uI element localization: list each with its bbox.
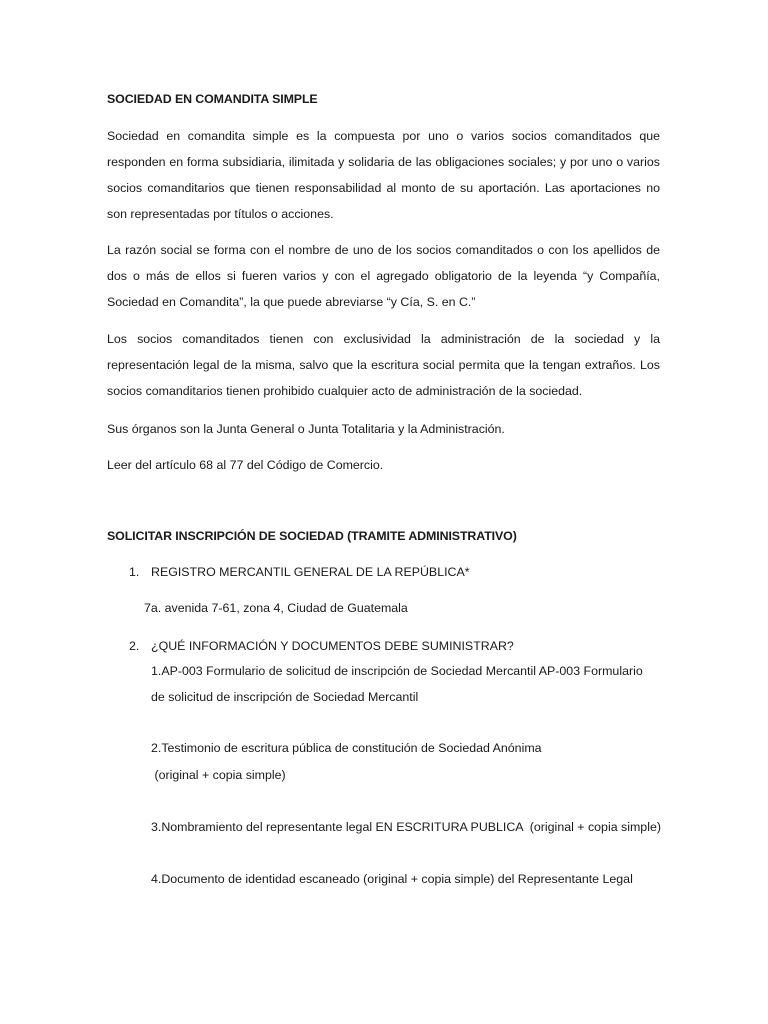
list-number-1: 1. (129, 565, 140, 579)
documents-heading: ¿QUÉ INFORMACIÓN Y DOCUMENTOS DEBE SUMINISTRAR? (151, 639, 514, 653)
document-item-4: 4.Documento de identidad escaneado (original + copia simple) del Representante Legal (151, 872, 633, 886)
paragraph-razon-social: La razón social se forma con el nombre de uno de los socios comanditados o con los apellidos de dos o más de ellos si fueren varios y con el agregado obligatorio de la leyenda “y Compañía, Sociedad en Comandita”, la que puede abreviarse “y Cía, S. en C.” (107, 243, 660, 309)
section-title-inscripcion: SOLICITAR INSCRIPCIÓN DE SOCIEDAD (TRAMITE ADMINISTRATIVO) (107, 529, 517, 543)
paragraph-codigo-comercio: Leer del artículo 68 al 77 del Código de Comercio. (107, 458, 384, 472)
paragraph-definition: Sociedad en comandita simple es la compuesta por uno o varios socios comanditados que responden en forma subsidiaria, ilimitada y solidaria de las obligaciones sociales; y por uno o varios socios comanditarios que tienen responsabilidad al monto de su aportación. Las aportaciones no son representadas por títulos o acciones. (107, 129, 660, 221)
document-item-3: 3.Nombramiento del representante legal EN ESCRITURA PUBLICA (original + copia simple) (151, 820, 661, 834)
paragraph-organos: Sus órganos son la Junta General o Junta Totalitaria y la Administración. (107, 422, 505, 436)
paragraph-administracion: Los socios comanditados tienen con exclusividad la administración de la sociedad y la representación legal de la misma, salvo que la escritura social permita que la tengan extraños. Los socios comanditarios tienen prohibido cualquier acto de administración de la sociedad. (107, 332, 660, 398)
document-item-2-line1: 2.Testimonio de escritura pública de constitución de Sociedad Anónima (151, 741, 542, 755)
document-item-1-line2: de solicitud de inscripción de Sociedad Mercantil (151, 690, 419, 704)
document-item-1-line1: 1.AP-003 Formulario de solicitud de inscripción de Sociedad Mercantil AP-003 Formulario (151, 664, 643, 678)
document-item-2-line2: (original + copia simple) (151, 768, 286, 782)
registro-mercantil-heading: REGISTRO MERCANTIL GENERAL DE LA REPÚBLICA* (151, 565, 470, 579)
section-title-comandita: SOCIEDAD EN COMANDITA SIMPLE (107, 92, 318, 106)
list-number-2: 2. (129, 639, 140, 653)
registro-address: 7a. avenida 7-61, zona 4, Ciudad de Guatemala (144, 601, 408, 615)
